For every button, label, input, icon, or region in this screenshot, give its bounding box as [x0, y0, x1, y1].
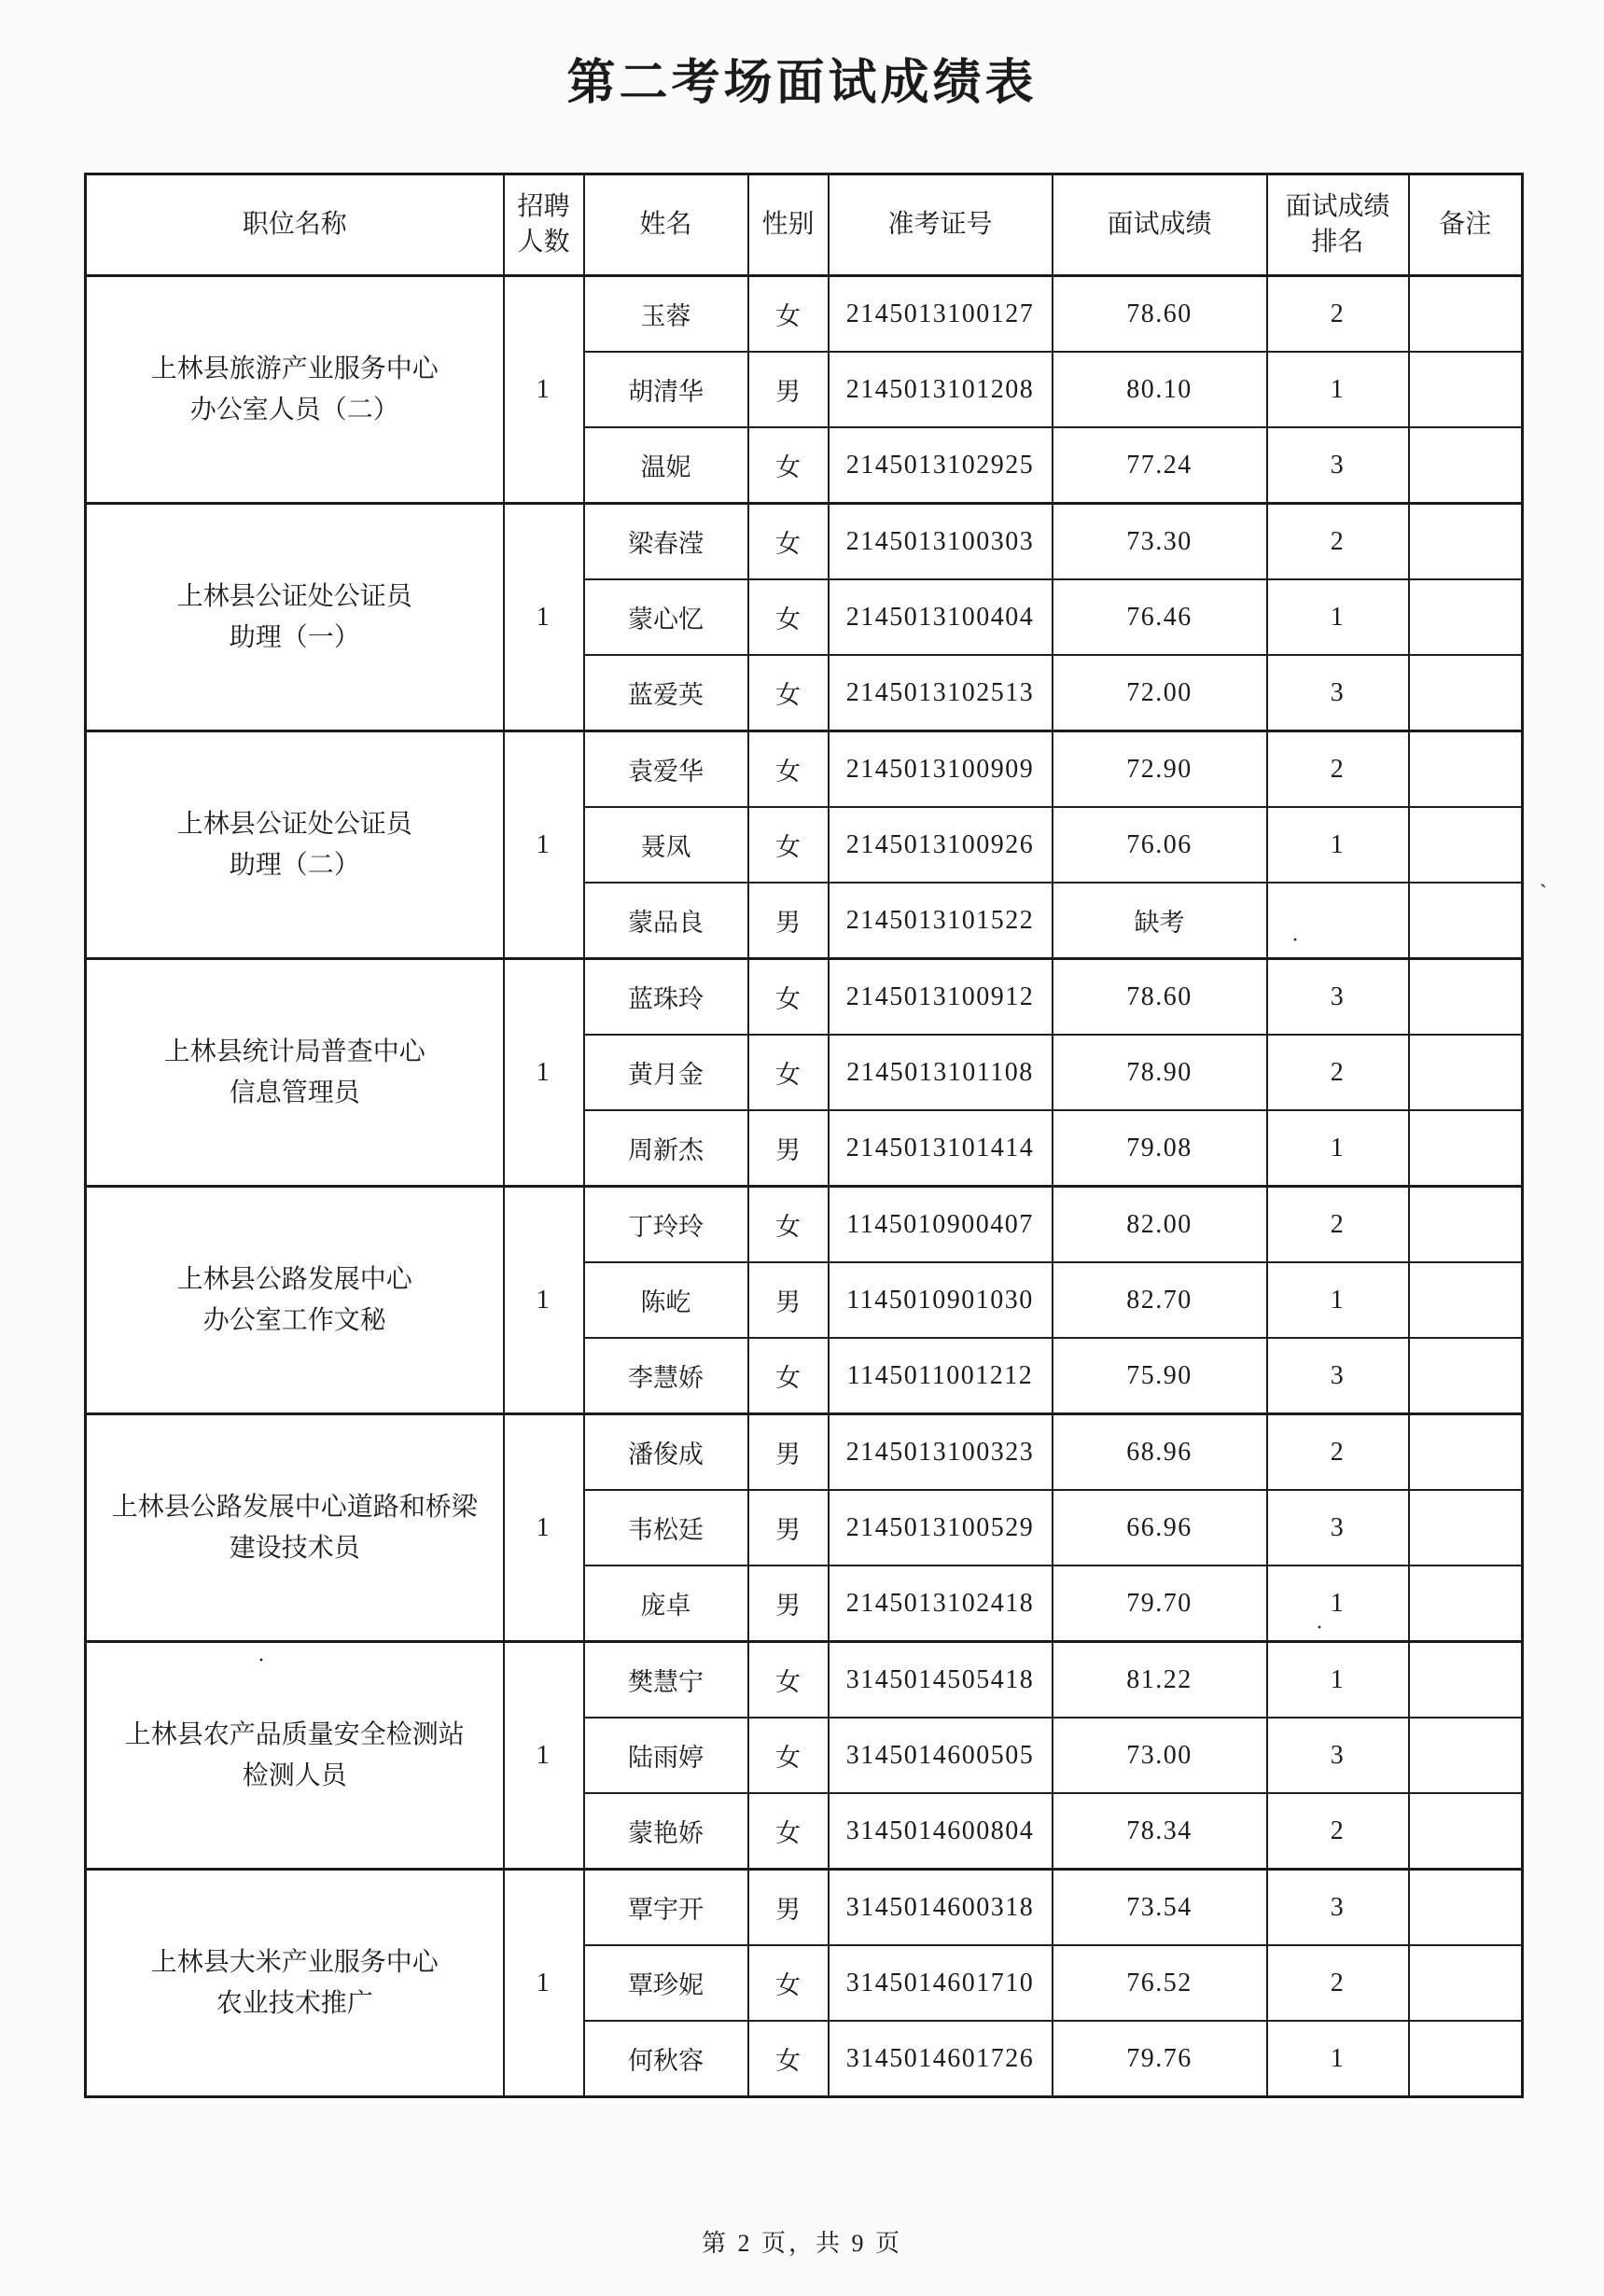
position-name-cell: 上林县公路发展中心 办公室工作文秘	[86, 1187, 504, 1414]
candidate-name-cell: 蓝珠玲	[584, 959, 748, 1036]
candidate-name-cell: 覃珍妮	[584, 1945, 748, 2021]
candidate-name-cell: 周新杰	[584, 1110, 748, 1187]
column-header-interview-score: 面试成绩	[1053, 174, 1267, 276]
ticket-number-cell: 2145013100127	[829, 276, 1053, 353]
position-name-cell: 上林县大米产业服务中心 农业技术推广	[86, 1870, 504, 2097]
candidate-name-cell: 覃宇开	[584, 1870, 748, 1946]
ticket-number-cell: 3145014600804	[829, 1793, 1053, 1870]
gender-cell: 男	[748, 883, 829, 959]
remark-cell	[1409, 1565, 1523, 1642]
remark-cell	[1409, 427, 1523, 504]
interview-score-cell: 73.30	[1053, 504, 1267, 580]
remark-cell	[1409, 1338, 1523, 1414]
position-name-cell: 上林县公路发展中心道路和桥梁 建设技术员	[86, 1414, 504, 1642]
interview-score-cell: 66.96	[1053, 1490, 1267, 1565]
table-row	[86, 1642, 1523, 1719]
candidate-name-cell: 李慧娇	[584, 1338, 748, 1414]
ticket-number-cell: 2145013100323	[829, 1414, 1053, 1491]
recruit-count-cell: 1	[504, 1870, 584, 2097]
score-rank-cell: 1	[1267, 1262, 1409, 1338]
interview-score-cell: 80.10	[1053, 352, 1267, 427]
gender-cell: 女	[748, 427, 829, 504]
score-rank-cell: 3	[1267, 1718, 1409, 1793]
position-name-cell: 上林县公证处公证员 助理（一）	[86, 504, 504, 731]
interview-score-cell: 76.06	[1053, 807, 1267, 883]
remark-cell	[1409, 959, 1523, 1036]
recruit-count-cell: 1	[504, 1642, 584, 1870]
remark-cell	[1409, 1945, 1523, 2021]
candidate-name-cell: 何秋容	[584, 2021, 748, 2097]
score-rank-cell: 1	[1267, 1565, 1409, 1642]
candidate-name-cell: 蒙艳娇	[584, 1793, 748, 1870]
ticket-number-cell: 2145013102513	[829, 655, 1053, 731]
interview-score-cell: 75.90	[1053, 1338, 1267, 1414]
interview-score-cell: 73.00	[1053, 1718, 1267, 1793]
candidate-name-cell: 玉蓉	[584, 276, 748, 353]
scan-artifact-mark: ·	[1316, 1616, 1323, 1640]
gender-cell: 男	[748, 1262, 829, 1338]
interview-score-table	[84, 173, 1524, 2098]
recruit-count-cell: 1	[504, 276, 584, 504]
gender-cell: 女	[748, 276, 829, 353]
gender-cell: 女	[748, 1338, 829, 1414]
ticket-number-cell: 2145013100909	[829, 731, 1053, 808]
interview-score-cell: 77.24	[1053, 427, 1267, 504]
remark-cell	[1409, 1110, 1523, 1187]
gender-cell: 女	[748, 655, 829, 731]
interview-score-cell: 76.46	[1053, 579, 1267, 655]
ticket-number-cell: 2145013101208	[829, 352, 1053, 427]
ticket-number-cell: 2145013101522	[829, 883, 1053, 959]
gender-cell: 女	[748, 1642, 829, 1719]
recruit-count-cell: 1	[504, 1414, 584, 1642]
remark-cell	[1409, 1035, 1523, 1110]
interview-score-cell: 82.70	[1053, 1262, 1267, 1338]
table-header-row	[86, 174, 1523, 276]
score-rank-cell: 1	[1267, 1642, 1409, 1719]
score-rank-cell: 2	[1267, 1035, 1409, 1110]
ticket-number-cell: 3145014600505	[829, 1718, 1053, 1793]
gender-cell: 女	[748, 1793, 829, 1870]
remark-cell	[1409, 655, 1523, 731]
score-rank-cell: 1	[1267, 1110, 1409, 1187]
ticket-number-cell: 2145013102925	[829, 427, 1053, 504]
column-header-ticket-number: 准考证号	[829, 174, 1053, 276]
ticket-number-cell: 3145014600318	[829, 1870, 1053, 1946]
candidate-name-cell: 袁爱华	[584, 731, 748, 808]
column-header-name: 姓名	[584, 174, 748, 276]
candidate-name-cell: 庞卓	[584, 1565, 748, 1642]
recruit-count-cell: 1	[504, 731, 584, 959]
candidate-name-cell: 蒙心忆	[584, 579, 748, 655]
candidate-name-cell: 潘俊成	[584, 1414, 748, 1491]
remark-cell	[1409, 352, 1523, 427]
column-header-remark: 备注	[1409, 174, 1523, 276]
candidate-name-cell: 蓝爱英	[584, 655, 748, 731]
candidate-name-cell: 梁春滢	[584, 504, 748, 580]
gender-cell: 女	[748, 1945, 829, 2021]
table-row	[86, 1187, 1523, 1263]
score-rank-cell: 3	[1267, 1870, 1409, 1946]
recruit-count-cell: 1	[504, 959, 584, 1187]
score-rank-cell	[1267, 883, 1409, 959]
gender-cell: 女	[748, 504, 829, 580]
table-row	[86, 1870, 1523, 1946]
gender-cell: 男	[748, 1110, 829, 1187]
recruit-count-cell: 1	[504, 504, 584, 731]
score-rank-cell: 2	[1267, 276, 1409, 353]
gender-cell: 男	[748, 1490, 829, 1565]
position-name-cell: 上林县旅游产业服务中心 办公室人员（二）	[86, 276, 504, 504]
scan-artifact-mark: ·	[258, 1649, 265, 1673]
remark-cell	[1409, 731, 1523, 808]
gender-cell: 女	[748, 959, 829, 1036]
column-header-score-rank: 面试成绩 排名	[1267, 174, 1409, 276]
remark-cell	[1409, 807, 1523, 883]
gender-cell: 女	[748, 1718, 829, 1793]
remark-cell	[1409, 1642, 1523, 1719]
column-header-position: 职位名称	[86, 174, 504, 276]
position-name-cell: 上林县公证处公证员 助理（二）	[86, 731, 504, 959]
score-rank-cell: 3	[1267, 959, 1409, 1036]
ticket-number-cell: 1145010901030	[829, 1262, 1053, 1338]
ticket-number-cell: 2145013100926	[829, 807, 1053, 883]
score-rank-cell: 3	[1267, 1490, 1409, 1565]
candidate-name-cell: 韦松廷	[584, 1490, 748, 1565]
candidate-name-cell: 陆雨婷	[584, 1718, 748, 1793]
score-rank-cell: 3	[1267, 1338, 1409, 1414]
interview-score-cell: 79.70	[1053, 1565, 1267, 1642]
candidate-name-cell: 黄月金	[584, 1035, 748, 1110]
ticket-number-cell: 3145014505418	[829, 1642, 1053, 1719]
ticket-number-cell: 2145013100404	[829, 579, 1053, 655]
column-header-gender: 性别	[748, 174, 829, 276]
candidate-name-cell: 樊慧宁	[584, 1642, 748, 1719]
ticket-number-cell: 2145013100529	[829, 1490, 1053, 1565]
gender-cell: 男	[748, 1565, 829, 1642]
remark-cell	[1409, 1187, 1523, 1263]
table-row	[86, 1414, 1523, 1491]
interview-score-cell: 缺考	[1053, 883, 1267, 959]
gender-cell: 男	[748, 1870, 829, 1946]
scan-artifact-mark: ·	[1291, 928, 1299, 953]
remark-cell	[1409, 1414, 1523, 1491]
interview-score-cell: 73.54	[1053, 1870, 1267, 1946]
score-rank-cell: 2	[1267, 1414, 1409, 1491]
ticket-number-cell: 2145013100303	[829, 504, 1053, 580]
remark-cell	[1409, 1718, 1523, 1793]
position-name-cell: 上林县统计局普查中心 信息管理员	[86, 959, 504, 1187]
interview-score-cell: 68.96	[1053, 1414, 1267, 1491]
score-rank-cell: 3	[1267, 655, 1409, 731]
interview-score-cell: 78.34	[1053, 1793, 1267, 1870]
score-rank-cell: 2	[1267, 1945, 1409, 2021]
gender-cell: 女	[748, 1187, 829, 1263]
position-name-cell: 上林县农产品质量安全检测站 检测人员	[86, 1642, 504, 1870]
score-rank-cell: 2	[1267, 731, 1409, 808]
candidate-name-cell: 陈屹	[584, 1262, 748, 1338]
gender-cell: 男	[748, 352, 829, 427]
ticket-number-cell: 2145013101108	[829, 1035, 1053, 1110]
remark-cell	[1409, 1262, 1523, 1338]
table-row	[86, 276, 1523, 353]
column-header-recruit-count: 招聘 人数	[504, 174, 584, 276]
score-rank-cell: 2	[1267, 1793, 1409, 1870]
ticket-number-cell: 3145014601726	[829, 2021, 1053, 2097]
ticket-number-cell: 1145011001212	[829, 1338, 1053, 1414]
page-title: 第二考场面试成绩表	[566, 56, 1038, 110]
remark-cell	[1409, 2021, 1523, 2097]
remark-cell	[1409, 883, 1523, 959]
interview-score-cell: 78.60	[1053, 959, 1267, 1036]
gender-cell: 女	[748, 807, 829, 883]
gender-cell: 女	[748, 579, 829, 655]
score-rank-cell: 1	[1267, 579, 1409, 655]
remark-cell	[1409, 1793, 1523, 1870]
score-rank-cell: 1	[1267, 807, 1409, 883]
ticket-number-cell: 2145013100912	[829, 959, 1053, 1036]
remark-cell	[1409, 504, 1523, 580]
remark-cell	[1409, 276, 1523, 353]
score-rank-cell: 3	[1267, 427, 1409, 504]
score-rank-cell: 1	[1267, 2021, 1409, 2097]
interview-score-cell: 76.52	[1053, 1945, 1267, 2021]
interview-score-cell: 78.90	[1053, 1035, 1267, 1110]
score-rank-cell: 2	[1267, 504, 1409, 580]
candidate-name-cell: 胡清华	[584, 352, 748, 427]
candidate-name-cell: 丁玲玲	[584, 1187, 748, 1263]
remark-cell	[1409, 579, 1523, 655]
score-rank-cell: 1	[1267, 352, 1409, 427]
gender-cell: 男	[748, 1414, 829, 1491]
interview-score-cell: 72.90	[1053, 731, 1267, 808]
interview-score-cell: 79.08	[1053, 1110, 1267, 1187]
page-footer: 第 2 页，共 9 页	[701, 2230, 902, 2257]
interview-score-cell: 81.22	[1053, 1642, 1267, 1719]
recruit-count-cell: 1	[504, 1187, 584, 1414]
gender-cell: 女	[748, 2021, 829, 2097]
gender-cell: 女	[748, 731, 829, 808]
ticket-number-cell: 1145010900407	[829, 1187, 1053, 1263]
table-row	[86, 504, 1523, 580]
table-row	[86, 959, 1523, 1036]
ticket-number-cell: 2145013101414	[829, 1110, 1053, 1187]
interview-score-cell: 82.00	[1053, 1187, 1267, 1263]
score-rank-cell: 2	[1267, 1187, 1409, 1263]
scan-artifact-mark: `	[1540, 882, 1547, 906]
gender-cell: 女	[748, 1035, 829, 1110]
interview-score-cell: 79.76	[1053, 2021, 1267, 2097]
interview-score-cell: 78.60	[1053, 276, 1267, 353]
candidate-name-cell: 聂凤	[584, 807, 748, 883]
ticket-number-cell: 3145014601710	[829, 1945, 1053, 2021]
interview-score-cell: 72.00	[1053, 655, 1267, 731]
ticket-number-cell: 2145013102418	[829, 1565, 1053, 1642]
remark-cell	[1409, 1870, 1523, 1946]
candidate-name-cell: 温妮	[584, 427, 748, 504]
candidate-name-cell: 蒙品良	[584, 883, 748, 959]
table-row	[86, 731, 1523, 808]
remark-cell	[1409, 1490, 1523, 1565]
